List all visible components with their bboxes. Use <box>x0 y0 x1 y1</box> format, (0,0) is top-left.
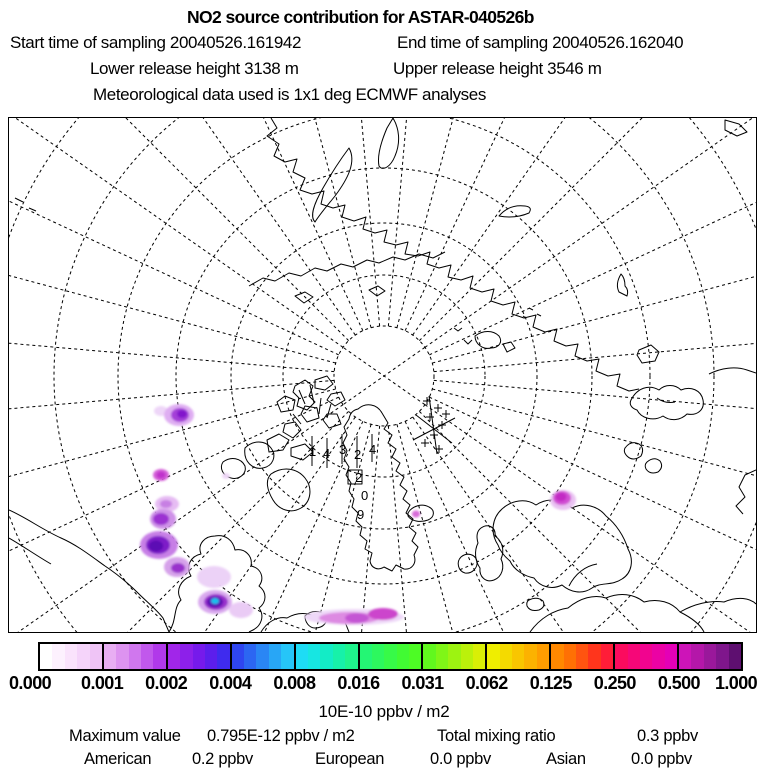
colorbar-stripe <box>473 644 485 669</box>
maximum-value-label: Maximum value <box>69 727 181 745</box>
region-american-value: 0.2 ppbv <box>192 750 253 768</box>
page-title: NO2 source contribution for ASTAR-040526b <box>187 7 534 27</box>
svg-text:9: 9 <box>357 507 365 522</box>
colorbar-stripe <box>141 644 153 669</box>
colorbar-stripe <box>193 644 205 669</box>
svg-text:0: 0 <box>361 488 369 503</box>
colorbar-segment <box>296 644 360 669</box>
colorbar-stripe <box>180 644 192 669</box>
colorbar-stripe <box>384 644 396 669</box>
met-data-text: Meteorological data used is 1x1 deg ECMWF analyses <box>93 85 486 104</box>
region-american-label: American <box>84 750 152 768</box>
colorbar-stripe <box>588 644 600 669</box>
colorbar-stripe <box>576 644 588 669</box>
colorbar-stripe <box>104 644 116 669</box>
colorbar-tick: 0.062 <box>465 673 508 693</box>
svg-text:2: 2 <box>354 447 362 462</box>
colorbar-stripe <box>372 644 384 669</box>
maximum-value: 0.795E-12 ppbv / m2 <box>207 727 355 745</box>
start-time-text: Start time of sampling 20040526.161942 <box>10 33 302 52</box>
colorbar-segment <box>615 644 679 669</box>
colorbar-stripe <box>116 644 128 669</box>
colorbar-stripe <box>704 644 716 669</box>
upper-release-text: Upper release height 3546 m <box>393 59 602 78</box>
polar-map <box>8 117 757 633</box>
colorbar-stripe <box>397 644 409 669</box>
colorbar-units-label: 10E-10 ppbv / m2 <box>318 702 450 721</box>
colorbar-stripe <box>269 644 281 669</box>
total-mixing-ratio-label: Total mixing ratio <box>437 727 556 745</box>
colorbar-segment <box>360 644 424 669</box>
colorbar-tick: 0.250 <box>593 673 636 693</box>
colorbar-tick: 0.031 <box>401 673 444 693</box>
colorbar-stripe <box>296 644 308 669</box>
colorbar-stripe <box>281 644 293 669</box>
colorbar-segment <box>40 644 104 669</box>
colorbar-tick: 0.125 <box>529 673 572 693</box>
colorbar-stripe <box>601 644 613 669</box>
colorbar-stripe <box>232 644 244 669</box>
colorbar-stripe <box>691 644 703 669</box>
colorbar-stripe <box>640 644 652 669</box>
colorbar-stripe <box>90 644 102 669</box>
end-time-text: End time of sampling 20040526.162040 <box>397 33 684 52</box>
colorbar-tick: 0.008 <box>273 673 316 693</box>
svg-text:3: 3 <box>339 442 347 457</box>
colorbar-stripe <box>320 644 332 669</box>
colorbar-stripe <box>448 644 460 669</box>
colorbar-tick: 0.000 <box>8 673 52 693</box>
colorbar-stripe <box>436 644 448 669</box>
colorbar-stripe <box>679 644 691 669</box>
colorbar-stripe <box>524 644 536 669</box>
svg-text:2: 2 <box>355 470 363 485</box>
region-european-label: European <box>315 750 385 768</box>
colorbar-stripe <box>487 644 499 669</box>
colorbar-stripe <box>652 644 664 669</box>
colorbar-stripe <box>205 644 217 669</box>
colorbar-segment <box>232 644 296 669</box>
colorbar-stripe <box>615 644 627 669</box>
colorbar-tick: 0.500 <box>657 673 700 693</box>
colorbar-segment <box>168 644 232 669</box>
colorbar-stripe <box>423 644 435 669</box>
region-asian-value: 0.0 ppbv <box>631 750 692 768</box>
colorbar-stripe <box>52 644 64 669</box>
svg-text:1: 1 <box>309 444 317 459</box>
colorbar-stripe <box>244 644 256 669</box>
colorbar-tick: 0.016 <box>337 673 380 693</box>
colorbar-stripe <box>256 644 268 669</box>
colorbar-stripe <box>129 644 141 669</box>
colorbar-stripe <box>333 644 345 669</box>
colorbar-tick: 0.002 <box>145 673 188 693</box>
colorbar-stripe <box>77 644 89 669</box>
colorbar-stripe <box>360 644 372 669</box>
colorbar-stripe <box>729 644 741 669</box>
colorbar-segment <box>104 644 168 669</box>
colorbar-segment <box>487 644 551 669</box>
colorbar-stripe <box>564 644 576 669</box>
colorbar-stripe <box>168 644 180 669</box>
colorbar-tick: 0.004 <box>209 673 252 693</box>
colorbar-stripe <box>461 644 473 669</box>
colorbar-stripe <box>551 644 563 669</box>
colorbar-stripe <box>628 644 640 669</box>
colorbar-stripe <box>512 644 524 669</box>
colorbar-stripe <box>537 644 549 669</box>
lower-release-text: Lower release height 3138 m <box>90 59 299 78</box>
colorbar-stripe <box>40 644 52 669</box>
colorbar-segment <box>423 644 487 669</box>
colorbar-stripe <box>345 644 357 669</box>
colorbar-stripe <box>665 644 677 669</box>
colorbar-tick: 1.000 <box>714 673 758 693</box>
colorbar-segment <box>679 644 741 669</box>
colorbar-stripe <box>409 644 421 669</box>
svg-text:4: 4 <box>369 442 377 457</box>
region-european-value: 0.0 ppbv <box>430 750 491 768</box>
graticule <box>9 118 756 632</box>
colorbar-stripe <box>500 644 512 669</box>
colorbar-stripe <box>153 644 165 669</box>
polar-map-canvas <box>9 118 756 632</box>
svg-text:4: 4 <box>323 446 331 461</box>
colorbar-stripe <box>716 644 728 669</box>
colorbar-tick: 0.001 <box>81 673 124 693</box>
colorbar <box>38 642 743 671</box>
colorbar-segment <box>551 644 615 669</box>
colorbar-stripe <box>308 644 320 669</box>
colorbar-stripe <box>65 644 77 669</box>
region-asian-label: Asian <box>546 750 586 768</box>
total-mixing-ratio-value: 0.3 ppbv <box>637 727 698 745</box>
coastlines <box>9 118 756 632</box>
colorbar-stripe <box>217 644 229 669</box>
